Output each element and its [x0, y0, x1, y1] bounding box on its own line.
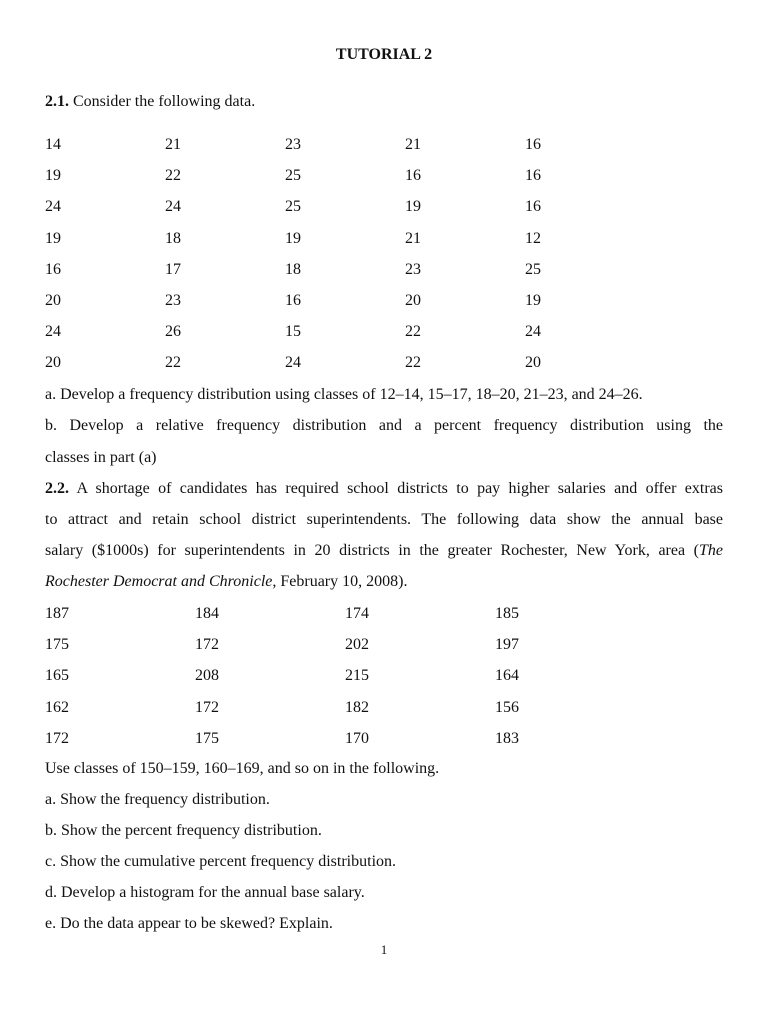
table-cell: 23 [405, 260, 421, 278]
table-row [45, 604, 723, 624]
table-row [45, 635, 723, 655]
q2-part-c: c. Show the cumulative percent frequency distribution. [45, 853, 397, 870]
table-cell: 183 [495, 729, 519, 747]
page-title: TUTORIAL 2 [335, 46, 433, 63]
table-cell: 23 [165, 292, 181, 309]
table-cell: 18 [285, 260, 301, 278]
table-cell: 164 [495, 667, 519, 685]
table-cell: 20 [525, 354, 541, 372]
table-cell: 20 [45, 354, 61, 372]
q2-part-b: b. Show the percent frequency distribution. [45, 822, 322, 839]
table-cell: 156 [495, 698, 519, 716]
q2-part-d: d. Develop a histogram for the annual base salary. [45, 884, 365, 901]
table-cell: 26 [165, 323, 181, 341]
table-cell: 19 [45, 167, 61, 185]
q2-part-a: a. Show the frequency distribution. [45, 791, 270, 808]
q1-number: 2.1. [45, 93, 69, 110]
table-cell: 16 [45, 260, 61, 278]
table-cell: 208 [195, 667, 219, 685]
table-cell: 162 [45, 698, 69, 716]
table-cell: 25 [285, 167, 301, 185]
table-cell: 25 [525, 260, 541, 278]
table-row [45, 729, 723, 749]
table-cell: 21 [405, 136, 421, 153]
table-cell: 22 [165, 354, 181, 372]
table-cell: 15 [285, 323, 301, 341]
q1-part-b-line2: classes in part (a) [45, 449, 157, 466]
q2-line3 [45, 541, 723, 561]
table-cell: 172 [195, 698, 219, 716]
table-cell: 175 [45, 636, 69, 654]
page-number: 1 [380, 942, 388, 957]
table-cell: 182 [345, 698, 369, 716]
table-cell: 19 [525, 292, 541, 309]
table-cell: 16 [525, 167, 541, 185]
table-cell: 21 [165, 136, 181, 153]
table-cell: 175 [195, 729, 219, 747]
table-cell: 187 [45, 605, 69, 622]
table-cell: 17 [165, 260, 181, 278]
table-cell: 12 [525, 229, 541, 247]
table-row [45, 229, 723, 249]
table-cell: 22 [405, 354, 421, 372]
table-row [45, 260, 723, 280]
table-cell: 18 [165, 229, 181, 247]
table-row [45, 353, 723, 373]
table-cell: 16 [285, 292, 301, 309]
table-cell: 19 [45, 229, 61, 247]
table-cell: 185 [495, 605, 519, 622]
table-cell: 172 [45, 729, 69, 747]
table-cell: 197 [495, 636, 519, 654]
q2-number: 2.2. [45, 480, 69, 497]
q2-source-rest: February 10, 2008). [276, 573, 408, 590]
table-row [45, 698, 723, 718]
q1-part-a: a. Develop a frequency distribution using classes of 12–14, 15–17, 18–20, 21–23, and 24–26. [45, 386, 643, 403]
table-cell: 23 [285, 136, 301, 153]
table-cell: 24 [285, 354, 301, 372]
table-cell: 16 [405, 167, 421, 185]
q2-line2: to attract and retain school district superintendents. The following data show the annual base [45, 511, 723, 528]
table-cell: 215 [345, 667, 369, 685]
table-cell: 24 [525, 323, 541, 341]
q1-heading [45, 92, 723, 112]
table-cell: 14 [45, 136, 61, 153]
table-cell: 24 [45, 323, 61, 341]
q2-source-italic: Rochester Democrat and Chronicle, [45, 573, 277, 590]
table-cell: 21 [405, 229, 421, 247]
table-cell: 172 [195, 636, 219, 654]
table-row [45, 197, 723, 217]
table-cell: 24 [165, 198, 181, 216]
table-cell: 20 [405, 292, 421, 309]
table-cell: 16 [525, 198, 541, 216]
q2-line4 [45, 572, 723, 592]
table-cell: 22 [405, 323, 421, 341]
q1-part-b-line1: b. Develop a relative frequency distribution and a percent frequency distribution using the [45, 417, 723, 434]
table-row [45, 322, 723, 342]
table-cell: 19 [285, 229, 301, 247]
table-row [45, 166, 723, 186]
table-cell: 202 [345, 636, 369, 654]
q2-part-e: e. Do the data appear to be skewed? Explain. [45, 915, 333, 932]
table-cell: 22 [165, 167, 181, 185]
table-row [45, 135, 723, 155]
q2-line3-italic: The [699, 542, 723, 559]
table-cell: 184 [195, 605, 219, 622]
q2-line1-text: A shortage of candidates has required school districts to pay higher salaries and offer extras [69, 480, 723, 497]
q2-line1 [45, 479, 723, 499]
table-cell: 25 [285, 198, 301, 216]
q2-instruction: Use classes of 150–159, 160–169, and so on in the following. [45, 760, 440, 777]
table-cell: 165 [45, 667, 69, 685]
table-cell: 174 [345, 605, 369, 622]
table-row [45, 291, 723, 311]
table-cell: 16 [525, 136, 541, 153]
table-cell: 24 [45, 198, 61, 216]
table-cell: 19 [405, 198, 421, 216]
table-row [45, 666, 723, 686]
table-cell: 20 [45, 292, 61, 309]
table-cell: 170 [345, 729, 369, 747]
q1-intro: Consider the following data. [69, 93, 256, 110]
q2-line3-text: salary ($1000s) for superintendents in 20 districts in the greater Rochester, New York, area ( [45, 542, 699, 559]
